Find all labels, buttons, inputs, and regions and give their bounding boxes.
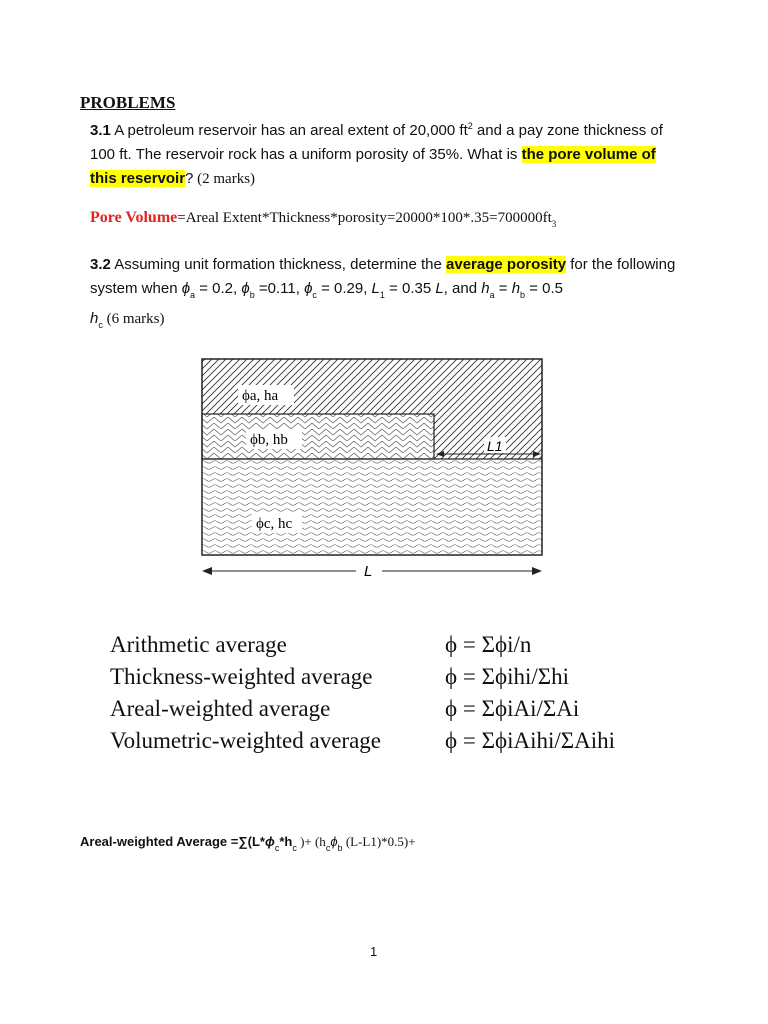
problems-heading: PROBLEMS (80, 93, 176, 112)
problem-3-2-text-2: for the following system when (90, 256, 676, 297)
h-symbol: h (481, 280, 490, 297)
areal-weighted-label: Areal-weighted Average =∑(L* (80, 834, 265, 849)
formula-expression: ϕ = Σϕihi/Σhi (445, 664, 570, 689)
problem-3-2-text-1: Assuming unit formation thickness, determine the (110, 256, 447, 273)
page-number: 1 (370, 944, 378, 959)
formula-name: Thickness-weighted average (110, 664, 373, 689)
sub-c: c (325, 843, 331, 853)
pore-volume-formula: =Areal Extent*Thickness*porosity=20000*100*.35=700000ft (177, 210, 552, 226)
pore-volume-label: Pore Volume (90, 209, 178, 226)
h-symbol: h (511, 280, 521, 297)
sub-1: 1 (379, 290, 385, 300)
formula-expression: ϕ = Σϕi/n (445, 632, 532, 657)
phi-symbol: ϕ (330, 834, 338, 849)
problem-3-1-question-mark: ? (185, 170, 194, 187)
value-phi-a: = 0.2, (195, 280, 242, 297)
problem-3-1-highlight: the pore volume of this reservoir (90, 146, 656, 187)
label-phi-b-h-b: ϕb, hb (250, 432, 288, 448)
value-h: = 0.5 (525, 280, 564, 297)
h-symbol: h (90, 310, 99, 327)
formula-expression: ϕ = ΣϕiAi/ΣAi (445, 696, 580, 721)
close-paren-plus-h: )+ (h (296, 834, 326, 849)
formula-name: Volumetric-weighted average (110, 728, 381, 753)
problem-3-2-marks: (6 marks) (102, 311, 165, 327)
phi-symbol: ϕ (264, 834, 275, 849)
problem-3-1-text-b: and a pay zone thickness of 100 ft. The reservoir rock has a uniform porosity of 35%. What is (90, 122, 663, 163)
sub-b: b (337, 843, 343, 853)
formula-expression: ϕ = ΣϕiAihi/ΣAihi (445, 728, 616, 753)
area-unit-superscript: 2 (467, 121, 473, 131)
sub-b: b (249, 290, 255, 300)
label-phi-a-h-a: ϕa, ha (242, 388, 279, 404)
reservoir-layer-diagram (200, 357, 545, 587)
sub-c: c (292, 843, 297, 853)
value-phi-b: =0.11, (254, 280, 305, 297)
problem-3-2-text-3: , and (443, 280, 482, 297)
pore-volume-answer (90, 206, 680, 236)
phi-symbol: ϕ (304, 280, 313, 297)
problem-3-2-number: 3.2 (90, 256, 111, 273)
problem-3-1 (90, 114, 680, 191)
label-l: L (364, 563, 373, 580)
equals: = (494, 280, 512, 297)
sub-c: c (274, 843, 280, 853)
length-symbol: L (435, 280, 444, 297)
sub-c: c (312, 290, 317, 300)
problem-3-2 (90, 253, 680, 337)
sub-a: a (190, 290, 196, 300)
layer-c (202, 459, 542, 555)
formula-name: Areal-weighted average (110, 696, 331, 721)
problem-3-1-marks: (2 marks) (193, 171, 256, 187)
areal-weighted-working (80, 834, 416, 853)
star-h: *h (279, 834, 293, 849)
length-symbol: L (371, 280, 380, 297)
phi-symbol: ϕ (181, 280, 191, 297)
problem-3-2-highlight: average porosity (446, 256, 567, 273)
sub-b: b (520, 290, 526, 300)
sub-a: a (489, 290, 495, 300)
layer-b (202, 414, 434, 459)
label-phi-c-h-c: ϕc, hc (256, 516, 293, 532)
pore-volume-unit-sub: 3 (551, 219, 557, 229)
sub-c: c (98, 320, 103, 330)
areal-weighted-tail: (L-L1)*0.5)+ (342, 834, 416, 849)
value-phi-c: = 0.29, (316, 280, 372, 297)
problem-3-1-number: 3.1 (90, 122, 111, 139)
value-l1: = 0.35 (384, 280, 436, 297)
phi-symbol: ϕ (241, 280, 250, 297)
formula-name: Arithmetic average (110, 632, 287, 657)
problem-3-1-text-a: A petroleum reservoir has an areal extent of 20,000 ft (110, 122, 468, 139)
label-l1: L1 (487, 438, 503, 454)
